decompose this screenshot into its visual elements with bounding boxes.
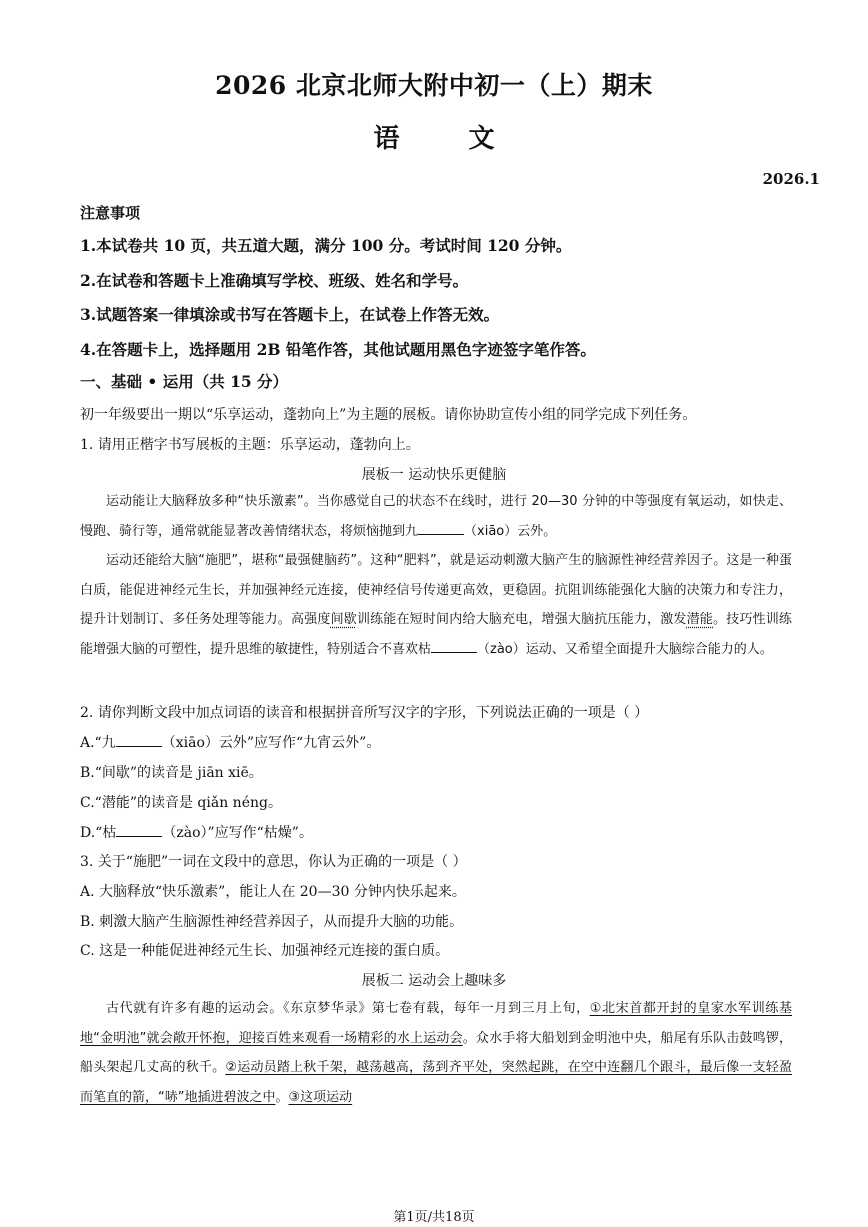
board2-passage xyxy=(80,994,792,1112)
section-heading: 一、基础 • 运用（共 15 分） xyxy=(80,372,289,391)
intro-text: 初一年级要出一期以“乐享运动，蓬勃向上”为主题的展板。请你协助宣传小组的同学完成下列任务。 xyxy=(80,407,697,423)
board1-passage xyxy=(80,487,792,664)
q3-option-a: A. 大脑释放“快乐激素”，能让人在 20—30 分钟内快乐起来。 xyxy=(80,884,466,900)
page-footer: 第1页/共18页 xyxy=(393,1210,475,1225)
exam-title: 2026 北京北师大附中初一（上）期末 xyxy=(215,71,653,100)
q3-option-b: B. 刺激大脑产生脑源性神经营养因子，从而提升大脑的功能。 xyxy=(80,914,464,930)
dotted-word: 间歇 xyxy=(330,612,357,627)
note-item: 1.本试卷共 10 页，共五道大题，满分 100 分。考试时间 120 分钟。 xyxy=(80,236,572,255)
dotted-word: 潜能 xyxy=(686,612,713,627)
board1-paragraph: 运动能让大脑释放多种“快乐激素”。当你感觉自己的状态不在线时，进行 20—30 分钟的中等强度有氧运动，如快走、慢跑、骑行等，通常就能显著改善情绪状态，将烦恼抛到九 （xiāo）云外。 xyxy=(80,494,792,539)
board2-paragraph: 古代就有许多有趣的运动会。《东京梦华录》第七卷有载，每年一月到三月上旬，①北宋首都开封的皇家水军训练基地“金明池”就会敞开怀抱，迎接百姓来观看一场精彩的水上运动会。众水手将大船划到金明池中央，船尾有乐队击鼓鸣锣，船头架起几丈高的秋千。②运动员踏上秋千架，越荡越高，荡到齐平处，突然起跳，在空中连翻几个跟斗，最后像一支轻盈而笔直的箭，“哧”地插进碧波之中。③这项运动 xyxy=(80,1001,792,1105)
answer-blank xyxy=(116,824,162,837)
subject-title: 语 文 xyxy=(373,124,525,154)
question-2: 2. 请你判断文段中加点词语的读音和根据拼音所写汉字的字形，下列说法正确的一项是（ ） xyxy=(80,705,649,721)
q2-option-c: C.“潜能”的读音是 qiǎn néng。 xyxy=(80,795,282,811)
board1-title: 展板一 运动快乐更健脑 xyxy=(361,467,507,483)
question-1: 1. 请用正楷字书写展板的主题：乐享运动，蓬勃向上。 xyxy=(80,437,420,453)
exam-date: 2026.1 xyxy=(762,170,820,188)
answer-blank xyxy=(116,734,162,747)
board2-title: 展板二 运动会上趣味多 xyxy=(361,973,507,989)
underlined-sentence-3: ③这项运动 xyxy=(288,1089,353,1105)
question-3: 3. 关于“施肥”一词在文段中的意思，你认为正确的一项是（ ） xyxy=(80,854,467,870)
answer-blank xyxy=(431,640,477,653)
note-item: 2.在试卷和答题卡上准确填写学校、班级、姓名和学号。 xyxy=(80,271,469,290)
underlined-sentence-1: ①北宋首都开封的皇家水军训练基地“金明池”就会敞开怀抱，迎接百姓来观看一场精彩的水上运动会 xyxy=(80,1001,792,1046)
q2-option-b: B.“间歇”的读音是 jiān xiē。 xyxy=(80,765,263,781)
board1-paragraph: 运动还能给大脑“施肥”，堪称“最强健脑药”。这种“肥料”，就是运动刺激大脑产生的脑源性神经营养因子。这是一种蛋白质，能促进神经元生长，并加强神经元连接，使神经信号传递更高效，更稳固。抗阻训练能强化大脑的决策力和专注力，提升计划制订、多任务处理等能力。高强度间歇训练能在短时间内给大脑充电，增强大脑抗压能力，激发潜能。技巧性训练能增强大脑的可塑性，提升思维的敏捷性，特别适合不喜欢枯 （zào）运动、又希望全面提升大脑综合能力的人。 xyxy=(80,553,792,657)
note-item: 3.试题答案一律填涂或书写在答题卡上，在试卷上作答无效。 xyxy=(80,305,500,324)
underlined-sentence-2: ②运动员踏上秋千架，越荡越高，荡到齐平处，突然起跳，在空中连翻几个跟斗，最后像一支轻盈而笔直的箭，“哧”地插进碧波之中 xyxy=(80,1060,792,1105)
notes-heading: 注意事项 xyxy=(80,204,141,222)
note-item: 4.在答题卡上，选择题用 2B 铅笔作答，其他试题用黑色字迹签字笔作答。 xyxy=(80,340,596,359)
q2-option-a: A.“九 （xiāo）云外”应写作“九宵云外”。 xyxy=(80,735,381,751)
q2-option-d: D.“枯 （zào）”应写作“枯燥”。 xyxy=(80,825,313,841)
q3-option-c: C. 这是一种能促进神经元生长、加强神经元连接的蛋白质。 xyxy=(80,943,450,959)
answer-blank xyxy=(418,522,464,535)
